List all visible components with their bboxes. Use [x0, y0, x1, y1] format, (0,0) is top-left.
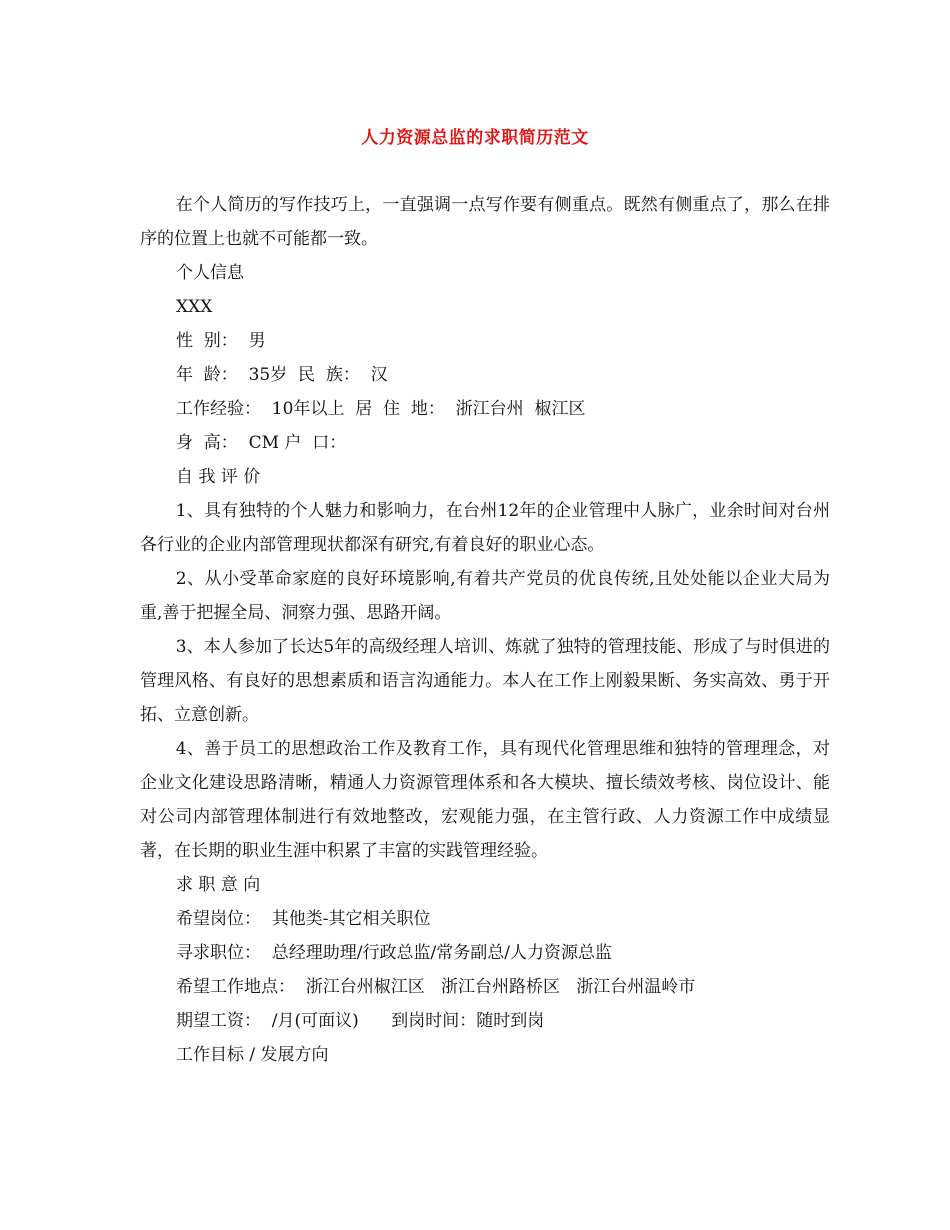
height-hukou-line: 身 高： CM 户 口： — [176, 433, 347, 453]
self-evaluation-item: 3、本人参加了长达5年的高级经理人培训、炼就了独特的管理技能、形成了与时俱进的管理风格、有良好的思想素质和语言沟通能力。本人在工作上刚毅果断、务实高效、勇于开拓、立意创新。 — [140, 637, 830, 725]
seeking-position-line: 寻求职位： 总经理助理/行政总监/常务副总/人力资源总监 — [176, 943, 612, 963]
salary-start-line: 期望工资： /月(可面议) 到岗时间：随时到岗 — [176, 1011, 545, 1031]
self-evaluation-item: 1、具有独特的个人魅力和影响力，在台州12年的企业管理中人脉广，业余时间对台州各行业的企业内部管理现状都深有研究,有着良好的职业心态。 — [140, 501, 830, 555]
document-body — [140, 188, 830, 1072]
name-line: XXX — [176, 297, 213, 317]
job-intention-heading: 求 职 意 向 — [176, 875, 261, 895]
self-evaluation-item: 4、善于员工的思想政治工作及教育工作，具有现代化管理思维和独特的管理理念，对企业文化建设思路清晰，精通人力资源管理体系和各大模块、擅长绩效考核、岗位设计、能对公司内部管理体制进行有效地整改，宏观能力强，在主管行政、人力资源工作中成绩显著，在长期的职业生涯中积累了丰富的实践管理经验。 — [140, 739, 830, 861]
intro-paragraph: 在个人简历的写作技巧上，一直强调一点写作要有侧重点。既然有侧重点了，那么在排序的位置上也就不可能都一致。 — [140, 195, 830, 249]
self-evaluation-item: 2、从小受革命家庭的良好环境影响,有着共产党员的优良传统,且处处能以企业大局为重,善于把握全局、洞察力强、思路开阔。 — [140, 569, 830, 623]
personal-info-heading: 个人信息 — [176, 263, 244, 283]
work-location-line: 希望工作地点： 浙江台州椒江区 浙江台州路桥区 浙江台州温岭市 — [176, 977, 696, 997]
document-title: 人力资源总监的求职简历范文 — [361, 128, 589, 148]
experience-residence-line: 工作经验： 10年以上 居 住 地： 浙江台州 椒江区 — [176, 399, 586, 419]
age-ethnicity-line: 年 龄： 35岁 民 族： 汉 — [176, 365, 388, 385]
desired-position-line: 希望岗位： 其他类-其它相关职位 — [176, 909, 431, 929]
work-goal-heading: 工作目标 / 发展方向 — [176, 1045, 329, 1065]
self-evaluation-heading: 自 我 评 价 — [176, 467, 261, 487]
gender-line: 性 别： 男 — [176, 331, 266, 351]
